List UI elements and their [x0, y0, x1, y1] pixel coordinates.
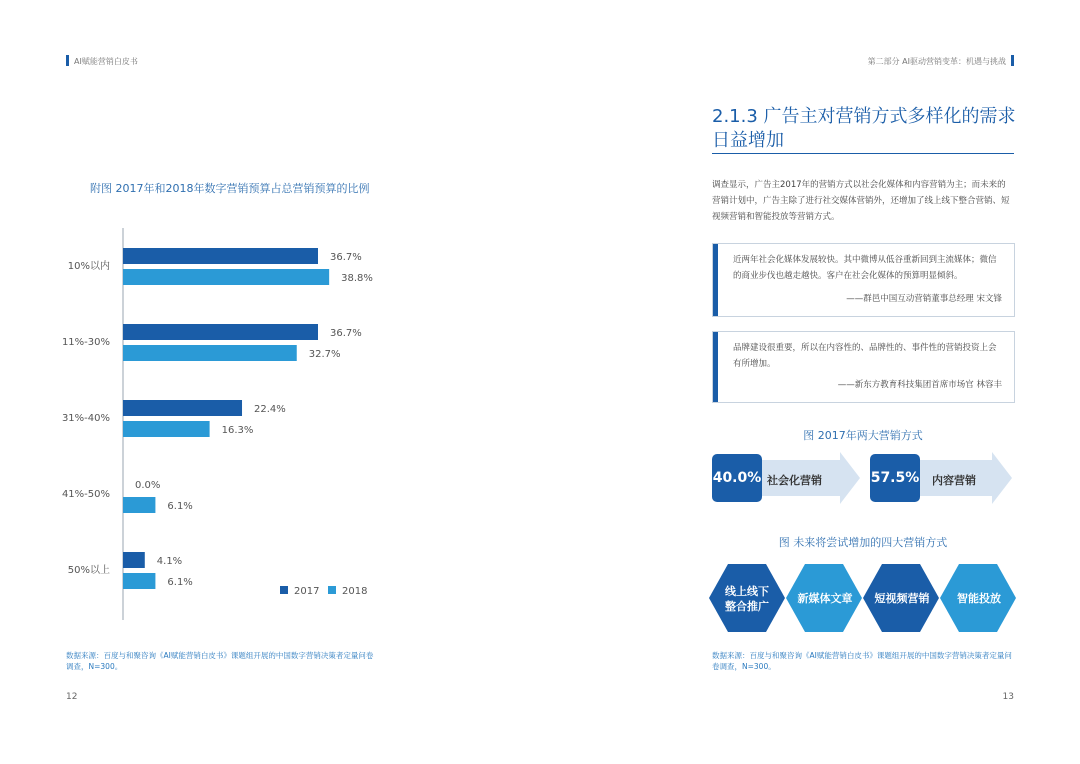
category-label-4: 41%-50% [61, 489, 110, 500]
legend-label-2017: 2017 [294, 586, 320, 597]
left-page-number: 12 [66, 692, 78, 702]
bar-label-2017-1: 36.7% [330, 252, 362, 263]
quote-box-2 [712, 331, 1015, 403]
category-label-2: 11%-30% [61, 337, 110, 348]
bar-label-2018-4: 6.1% [167, 501, 193, 512]
fig2-hex-label-4: 智能投放 [957, 592, 1001, 605]
bar-chart [50, 220, 430, 630]
bar-label-2018-1: 38.8% [341, 273, 373, 284]
fig1-label-2: 内容营销 [932, 474, 976, 487]
header-left-accent [66, 55, 69, 66]
fig1-title: 图 2017年两大营销方式 [803, 429, 923, 442]
legend-swatch-2018 [328, 586, 336, 594]
legend-swatch-2017 [280, 586, 288, 594]
section-title-line1: 2.1.3 广告主对营销方式多样化的需求 [712, 106, 1016, 127]
header-left-title: AI赋能营销白皮书 [74, 57, 138, 66]
fig2-hex-label-2: 新媒体文章 [797, 592, 853, 605]
fig2-hex-label-1-line2: 整合推广 [725, 600, 769, 613]
fig2-hex-label-1 [712, 584, 782, 614]
fig1-value-2: 57.5% [870, 470, 920, 486]
bar-2017-3 [123, 400, 242, 416]
header-right-title: 第二部分 AI驱动营销变革：机遇与挑战 [867, 57, 1006, 66]
section-title-line2: 日益增加 [712, 130, 784, 151]
bar-label-2018-2: 32.7% [308, 349, 341, 360]
bar-2018-1 [123, 269, 329, 285]
fig2-hex-label-3: 短视频营销 [874, 592, 930, 605]
bar-label-2018-5: 6.1% [167, 577, 193, 588]
bar-2018-3 [123, 421, 210, 437]
fig2-hex-label-1-line1: 线上线下 [725, 585, 769, 598]
bar-label-2017-3: 22.4% [254, 404, 286, 415]
quote-attribution-1: ——群邑中国互动营销董事总经理 宋文锋 [846, 294, 1002, 304]
fig1-value-1: 40.0% [712, 470, 762, 486]
bar-label-2017-4: 0.0% [135, 480, 161, 491]
quote-text-1: 近两年社会化媒体发展较快。其中微博从低谷重新回到主流媒体；微信的商业步伐也越走越快。客户在社会化媒体的预算明显倾斜。 [733, 255, 997, 281]
bar-label-2018-3: 16.3% [221, 425, 254, 436]
section-divider [712, 153, 1014, 154]
bar-2018-4 [123, 497, 155, 513]
quote-text-2: 品牌建设很重要，所以在内容性的、品牌性的、事件性的营销投资上会有所增加。 [733, 343, 997, 369]
legend-label-2018: 2018 [342, 586, 368, 597]
category-label-1: 10%以内 [67, 261, 110, 272]
category-label-5: 50%以上 [67, 565, 110, 576]
left-source-note: 数据来源：百度与和聚咨询《AI赋能营销白皮书》课题组开展的中国数字营销决策者定量问卷调查，N=300。 [66, 651, 374, 671]
chart-title: 附图 2017年和2018年数字营销预算占总营销预算的比例 [90, 182, 370, 195]
right-source-note: 数据来源：百度与和聚咨询《AI赋能营销白皮书》课题组开展的中国数字营销决策者定量问卷调查，N=300。 [712, 651, 1012, 671]
header-right-accent [1011, 55, 1014, 66]
bar-2017-1 [123, 248, 318, 264]
bar-2017-5 [123, 552, 145, 568]
intro-paragraph: 调查显示，广告主2017年的营销方式以社会化媒体和内容营销为主；而未来的营销计划中，广告主除了进行社交媒体营销外，还增加了线上线下整合营销、短视频营销和智能投放等营销方式。 [712, 180, 1010, 222]
section-title [712, 105, 1022, 153]
quote-box-1 [712, 243, 1015, 317]
bar-label-2017-2: 36.7% [330, 328, 362, 339]
bar-2018-5 [123, 573, 155, 589]
fig2-title: 图 未来将尝试增加的四大营销方式 [778, 536, 948, 549]
fig1-label-1: 社会化营销 [767, 474, 822, 487]
quote-accent-2 [713, 332, 718, 402]
category-label-3: 31%-40% [61, 413, 110, 424]
quote-attribution-2: ——新东方教育科技集团首席市场官 林容丰 [837, 380, 1002, 390]
quote-accent-1 [713, 244, 718, 316]
bar-2018-2 [123, 345, 297, 361]
bar-2017-2 [123, 324, 318, 340]
right-page-number: 13 [1002, 692, 1014, 702]
bar-label-2017-5: 4.1% [156, 556, 183, 567]
